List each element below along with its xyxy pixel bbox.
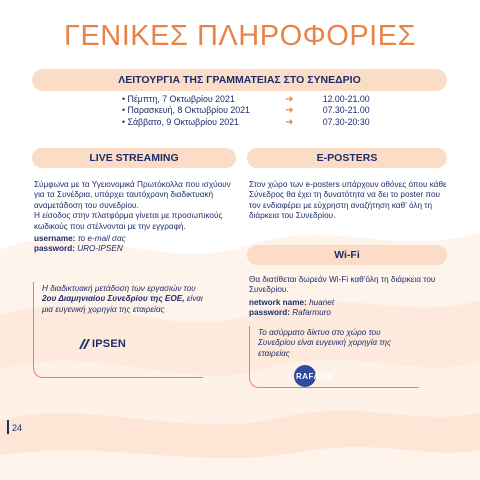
wifi-password <box>249 308 449 318</box>
password-value: Rafarmuro <box>292 308 331 318</box>
password-label: password: <box>249 308 290 318</box>
wifi-heading: Wi-Fi <box>247 245 447 265</box>
arrow-right-icon: ➜ <box>285 116 294 128</box>
password-label: password: <box>34 244 75 254</box>
rafarm-logo <box>294 365 334 387</box>
secretariat-schedule <box>122 94 382 128</box>
schedule-day: • Σάββατο, 9 Οκτωβρίου 2021 <box>122 116 239 127</box>
eposters-section <box>249 180 449 222</box>
schedule-time: 07.30-20:30 <box>322 116 370 127</box>
sponsor-text: Η διαδικτυακή μετάδοση των εργασιών του <box>42 284 196 293</box>
live-streaming-section <box>34 180 239 255</box>
schedule-time: 12.00-21.00 <box>322 94 370 104</box>
arrow-right-icon: ➜ <box>285 105 294 117</box>
sponsor-text: Το ασύρματο δίκτυο στο χώρο του Συνεδρίου είναι ευγενική χορηγία της εταιρείας <box>258 328 391 358</box>
page-number: 24 <box>12 423 23 433</box>
arrow-right-icon: ➜ <box>285 94 294 105</box>
secretariat-heading: ΛΕΙΤΟΥΡΓΙΑ ΤΗΣ ΓΡΑΜΜΑΤΕΙΑΣ ΣΤΟ ΣΥΝΕΔΡΙΟ <box>32 69 447 91</box>
schedule-time: 07.30-21.00 <box>322 105 370 116</box>
username-value: το e-mail σας <box>77 234 126 244</box>
wifi-section <box>249 275 449 319</box>
rafarm-circle-icon <box>294 365 334 387</box>
network-label: network name: <box>249 297 307 307</box>
live-streaming-paragraph: Σύμφωνα με τα Υγειονομικά Πρωτόκολλα που ισχύουν για τα Συνέδρια, υπάρχει ταυτόχρονη διαδικτυακή αναμετάδοση του συνεδρίου. <box>34 180 231 210</box>
eposters-heading: E-POSTERS <box>247 148 447 168</box>
schedule-row <box>122 105 382 116</box>
rafarm-logo-text: RAFARM <box>296 372 334 381</box>
wifi-paragraph: Θα διατίθεται δωρεάν Wi-Fi καθ’όλη τη διάρκεια του Συνεδρίου. <box>249 275 436 295</box>
schedule-row <box>122 94 382 105</box>
sponsor-text: είναι μια ευγενική χορηγία της εταιρείας <box>42 294 203 314</box>
wifi-sponsor-note <box>249 326 419 388</box>
eposters-paragraph: Στον χώρο των e-posters υπάρχουν οθόνες όπου κάθε Σύνεδρος θα έχει τη δυνατότητα να δει το poster που τον ενδιαφέρει με εύχρηστη αναζήτηση καθ’ όλη τη διάρκεια του Συνεδρίου. <box>249 180 447 221</box>
username-label: username: <box>34 234 76 244</box>
sponsor-conference-name: 2ου Διαμηνιαίου Συνεδρίου της ΕΟΕ, <box>42 294 185 304</box>
ipsen-mark-icon <box>78 338 92 350</box>
ipsen-logo-text: IPSEN <box>92 337 127 350</box>
network-value: huanet <box>309 297 335 307</box>
wifi-network <box>249 298 449 308</box>
schedule-day: • Παρασκευή, 8 Οκτωβρίου 2021 <box>122 105 250 116</box>
page-number-marker <box>7 420 9 434</box>
live-streaming-heading: LIVE STREAMING <box>32 148 236 168</box>
schedule-day: • Πέμπτη, 7 Οκτωβρίου 2021 <box>122 94 235 104</box>
live-password <box>34 244 239 254</box>
live-sponsor-note <box>33 282 203 378</box>
ipsen-logo <box>78 338 126 350</box>
schedule-row <box>122 117 382 128</box>
live-streaming-paragraph: Η είσοδος στην πλατφόρμα γίνεται με προσωπικούς κωδικούς που στέλνονται με την εγγραφή. <box>34 211 223 231</box>
live-username <box>34 234 239 244</box>
password-value: URO-IPSEN <box>77 244 123 254</box>
page-title: ΓΕΝΙΚΕΣ ΠΛΗΡΟΦΟΡΙΕΣ <box>63 20 416 52</box>
